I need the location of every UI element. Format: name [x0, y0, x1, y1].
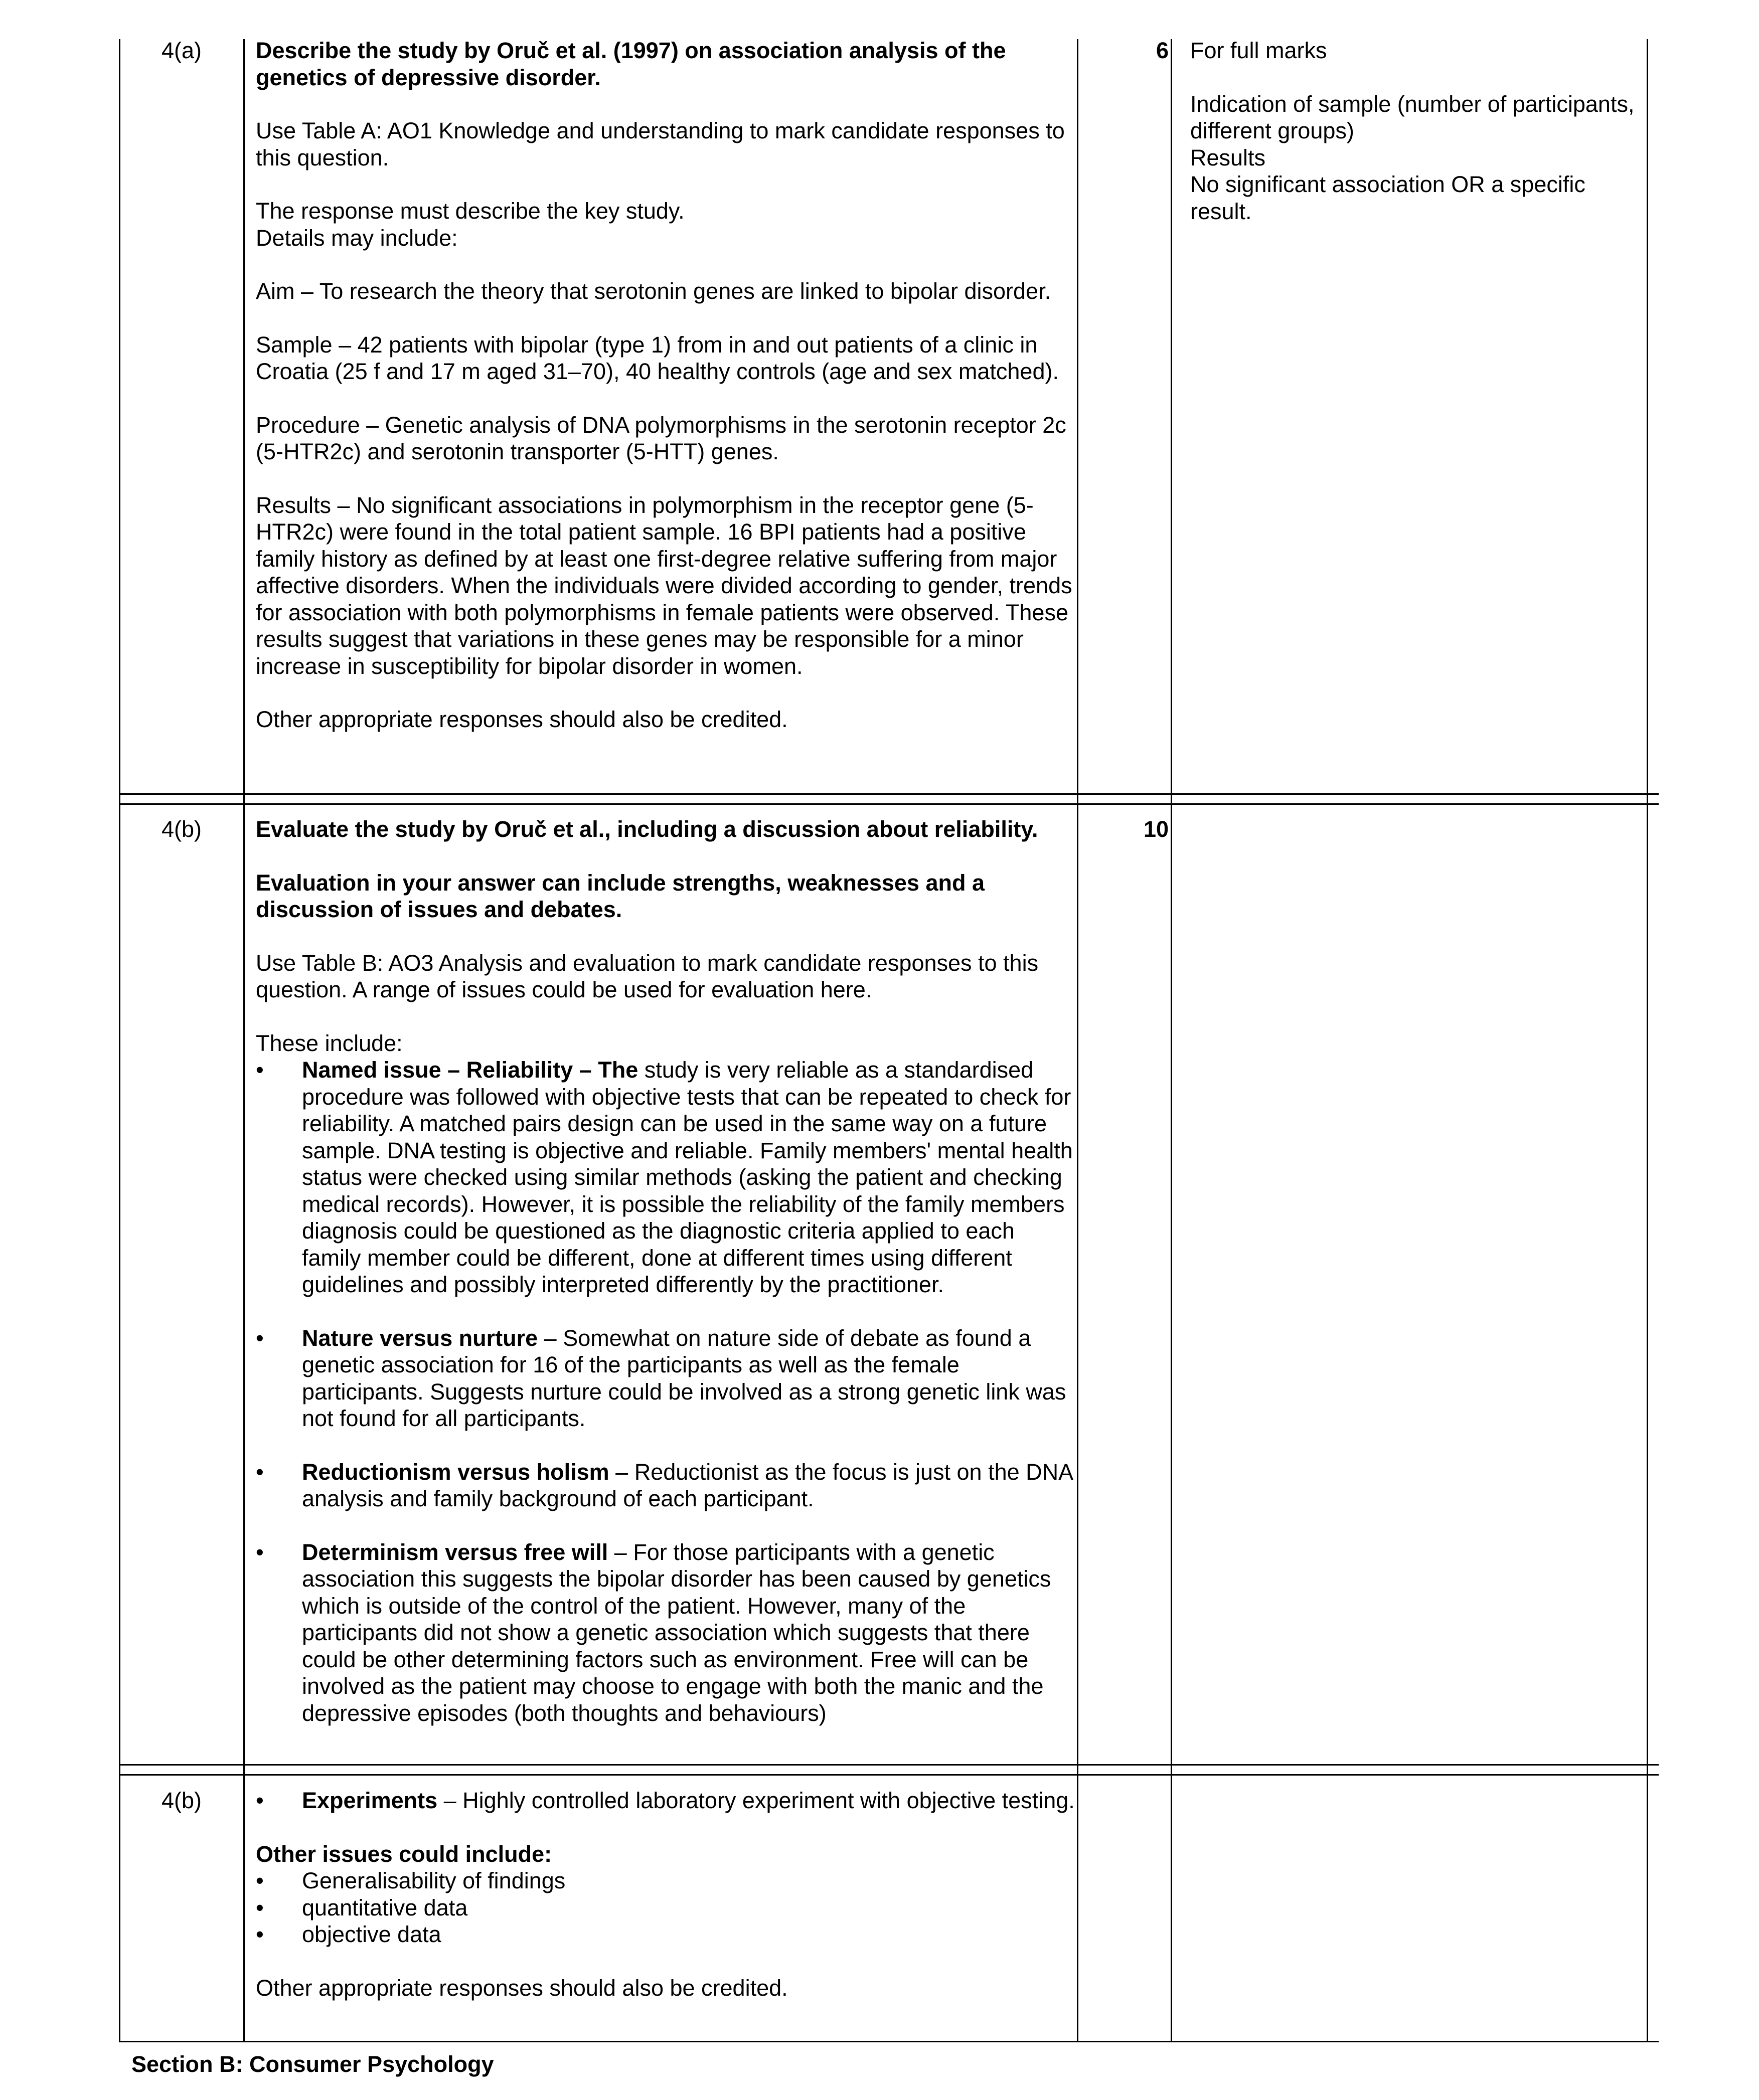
section-heading: Section B: Consumer Psychology: [131, 2051, 494, 2077]
bullet-text: – Highly controlled laboratory experiment with objective testing.: [437, 1788, 1075, 1813]
these-include-text: These include:: [256, 1030, 403, 1056]
evaluation-heading: Evaluation in your answer can include strengths, weaknesses and a discussion of issues and debates.: [256, 869, 985, 922]
procedure-text: Procedure – Genetic analysis of DNA polymorphisms in the serotonin receptor 2c (5-HTR2c) and serotonin transporter (5-HTT) genes.: [256, 412, 1066, 464]
aim-text: Aim – To research the theory that serotonin genes are linked to bipolar disorder.: [256, 278, 1051, 304]
guidance-line: No significant association OR a specific result.: [1190, 171, 1585, 224]
guidance-line: Results: [1190, 144, 1266, 170]
bullet-text: – Reductionist as the focus is just on the DNA analysis and family background of each participant.: [302, 1459, 1072, 1511]
bullet-bold: Determinism versus free will: [302, 1539, 608, 1565]
bullet-bold: Nature versus nurture: [302, 1325, 538, 1351]
other-issues-heading: Other issues could include:: [256, 1841, 552, 1867]
column-divider-answer: [243, 39, 245, 2041]
intro-text: The response must describe the key study.: [256, 198, 685, 224]
sample-text: Sample – 42 patients with bipolar (type 1) from in and out patients of a clinic in Croatia (25 f and 17 m aged 31–70), 40 healthy controls (age and sex matched).: [256, 331, 1059, 384]
table-bottom-border: [119, 2041, 1659, 2042]
other-responses-text: Other appropriate responses should also be credited.: [256, 1975, 788, 2001]
row-separator-1a: [119, 793, 1659, 795]
bullet-text: – Somewhat on nature side of debate as found a genetic association for 16 of the participants as well as the female participants. Suggests nurture could be involved as a strong genetic link was not found for all participants.: [302, 1325, 1066, 1431]
bullet-bold: Named issue – Reliability – The: [302, 1057, 638, 1083]
question-number: 4(a): [161, 38, 202, 63]
answer-cell: [256, 816, 1078, 1726]
other-responses-text: Other appropriate responses should also be credited.: [256, 707, 788, 732]
question-heading: Evaluate the study by Oruč et al., including a discussion about reliability.: [256, 816, 1038, 842]
bullet-item: • objective data: [256, 1921, 1078, 1948]
bullet-item: • quantitative data: [256, 1894, 1078, 1921]
column-divider-guidance: [1171, 39, 1172, 2041]
answer-cell: [256, 37, 1078, 733]
bullet-item: [256, 1057, 1078, 1298]
guidance-line: For full marks: [1190, 38, 1327, 63]
marks-value: 6: [1156, 38, 1169, 63]
table-border-left: [119, 39, 120, 2041]
guidance-line: Indication of sample (number of participants, different groups): [1190, 91, 1635, 143]
bullet-item: [256, 1325, 1078, 1432]
use-table-instruction: Use Table B: AO3 Analysis and evaluation to mark candidate responses to this question. A range of issues could be used for evaluation here.: [256, 950, 1039, 1002]
bullet-item: [256, 1459, 1078, 1512]
table-border-right: [1647, 39, 1648, 2041]
row-separator-1b: [119, 803, 1659, 805]
bullet-item: [256, 1539, 1078, 1727]
question-number: 4(b): [161, 1788, 202, 1813]
question-number: 4(b): [161, 816, 202, 842]
bullet-bold: Experiments: [302, 1788, 438, 1813]
results-text: Results – No significant associations in polymorphism in the receptor gene (5-HTR2c) were found in the total patient sample. 16 BPI patients had a positive family history as defined by at least one first-degree relative suffering from major affective disorders. When the individuals were divided according to gender, trends for association with both polymorphisms in female patients were observed. These results suggest that variations in these genes may be responsible for a minor increase in susceptibility for bipolar disorder in women.: [256, 492, 1072, 679]
marks-value: 10: [1143, 816, 1169, 842]
bullet-text: study is very reliable as a standardised procedure was followed with objective tests that can be repeated to check for reliability. A matched pairs design can be used in the same way on a future sample. DNA testing is objective and reliable. Family members' mental health status were checked using similar methods (asking the patient and checking medical records). However, it is possible the reliability of the family members diagnosis could be questioned as the diagnostic criteria applied to each family member could be different, done at different times using different guidelines and possibly interpreted differently by the practitioner.: [302, 1057, 1073, 1297]
use-table-instruction: Use Table A: AO1 Knowledge and understanding to mark candidate responses to this question.: [256, 118, 1065, 170]
bullet-item: • Generalisability of findings: [256, 1867, 1078, 1894]
question-heading: Describe the study by Oruč et al. (1997) on association analysis of the genetics of depressive disorder.: [256, 38, 1006, 90]
answer-cell: [256, 1787, 1078, 2001]
row-separator-2b: [119, 1774, 1659, 1776]
details-text: Details may include:: [256, 225, 458, 251]
guidance-cell: [1190, 37, 1652, 225]
bullet-item: [256, 1787, 1078, 1814]
row-separator-2a: [119, 1764, 1659, 1766]
bullet-bold: Reductionism versus holism: [302, 1459, 609, 1485]
bullet-text: – For those participants with a genetic association this suggests the bipolar disorder has been caused by genetics which is outside of the control of the patient. However, many of the participants did not show a genetic association which suggests that there could be other determining factors such as environment. Free will can be involved as the patient may choose to engage with both the manic and the depressive episodes (both thoughts and behaviours): [302, 1539, 1051, 1726]
